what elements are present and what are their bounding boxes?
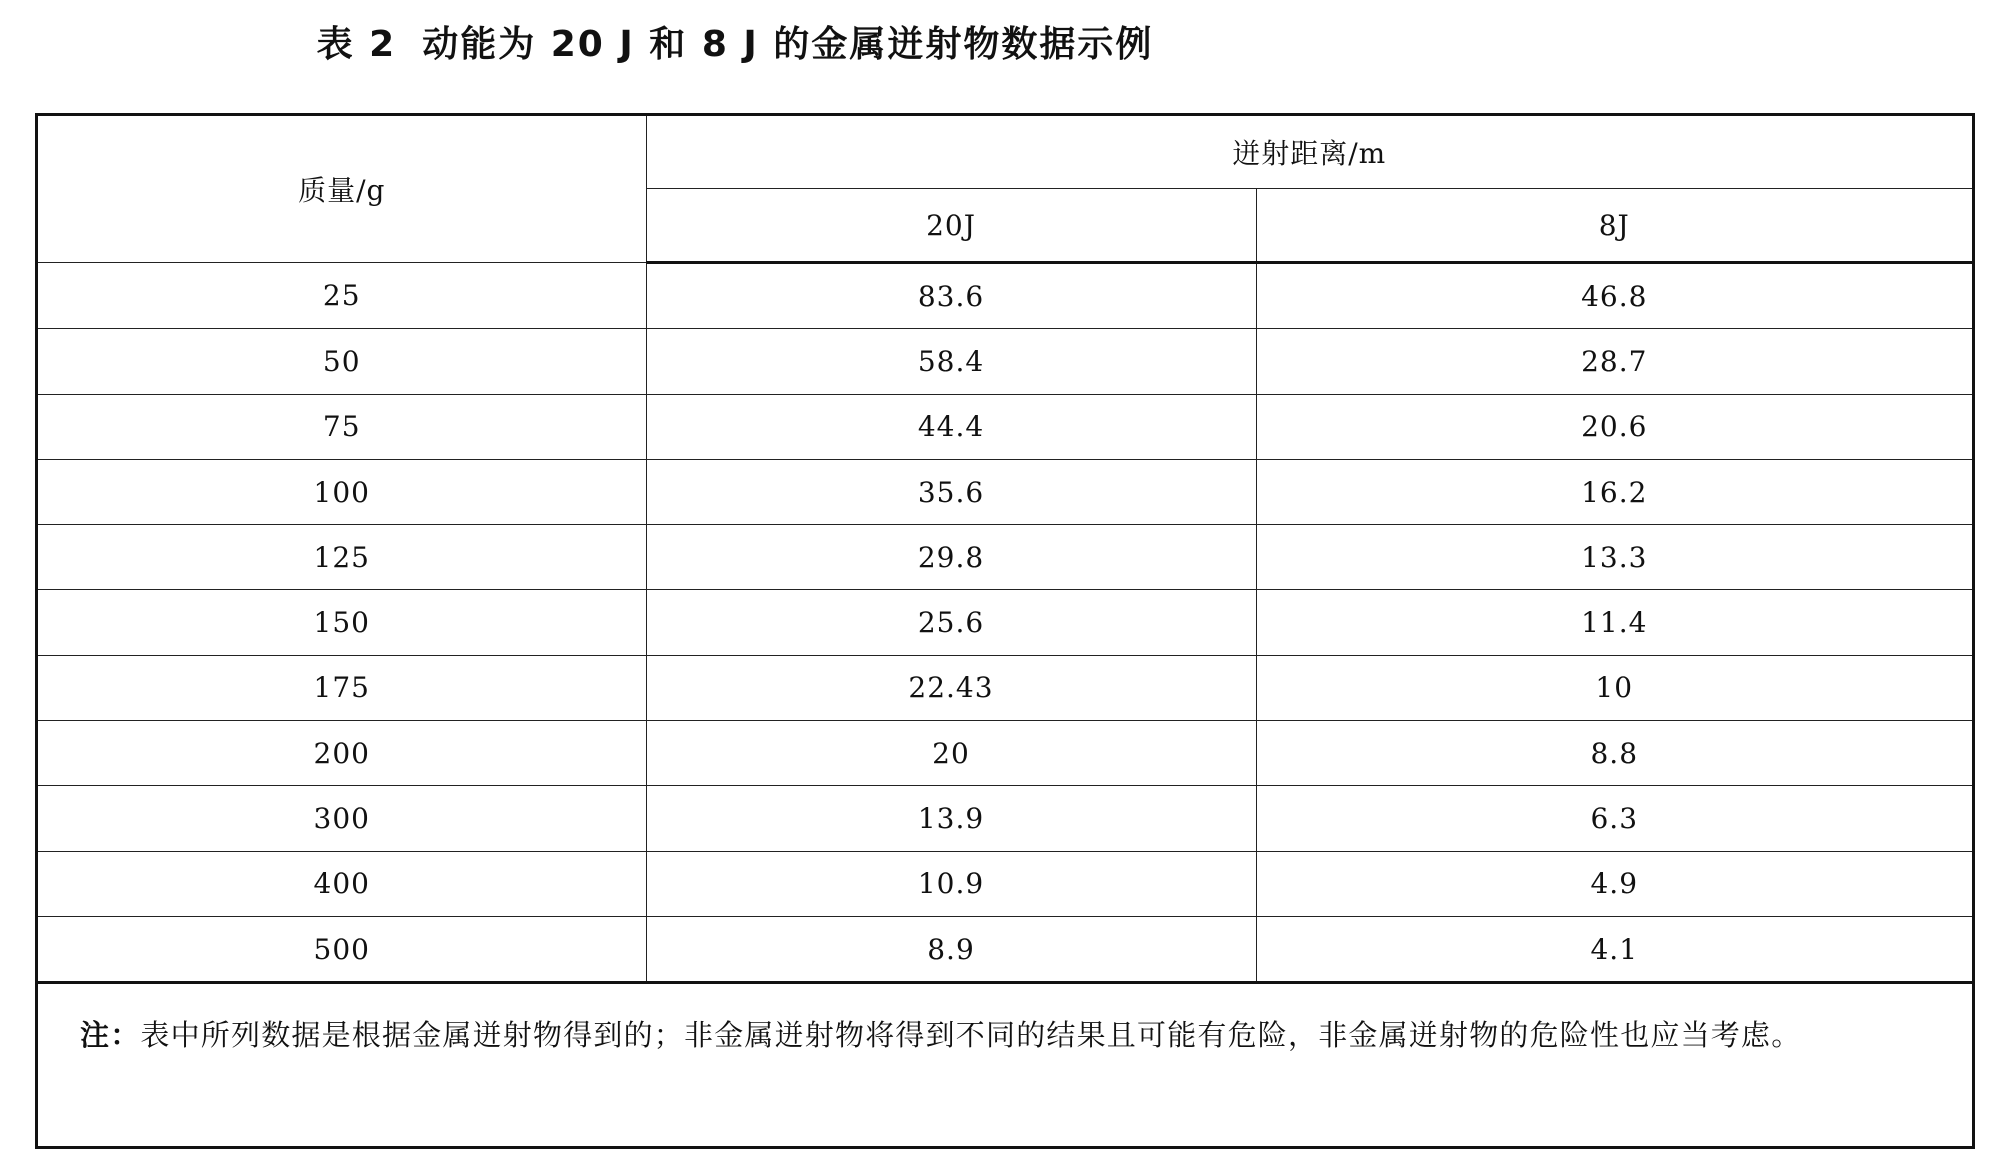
cell-mass: 300: [38, 786, 646, 851]
header-row-top: [38, 116, 1972, 189]
header-distance: 迸射距离/m: [646, 116, 1972, 189]
cell-distance-20j: 44.4: [646, 394, 1256, 459]
cell-distance-8j: 11.4: [1256, 590, 1972, 655]
cell-distance-20j: 8.9: [646, 916, 1256, 982]
data-table: [38, 116, 1972, 984]
cell-mass: 75: [38, 394, 646, 459]
table-row: [38, 786, 1972, 851]
table-row: [38, 590, 1972, 655]
table-frame: [35, 113, 1975, 1149]
table-row: [38, 329, 1972, 394]
cell-distance-8j: 13.3: [1256, 525, 1972, 590]
table-number: 表 2: [316, 24, 397, 65]
cell-distance-20j: 58.4: [646, 329, 1256, 394]
cell-mass: 125: [38, 525, 646, 590]
cell-distance-8j: 8.8: [1256, 721, 1972, 786]
cell-distance-8j: 6.3: [1256, 786, 1972, 851]
table-note: [38, 988, 1972, 1064]
cell-distance-20j: 83.6: [646, 263, 1256, 329]
table-caption: [0, 16, 1470, 67]
cell-mass: 100: [38, 459, 646, 524]
note-label: 注：: [80, 1018, 141, 1052]
cell-mass: 175: [38, 655, 646, 720]
header-energy-8j: 8J: [1256, 189, 1972, 263]
note-text: 表中所列数据是根据金属迸射物得到的；非金属迸射物将得到不同的结果且可能有危险，非金属迸射物的危险性也应当考虑。: [140, 1018, 1802, 1052]
table-row: [38, 721, 1972, 786]
cell-distance-8j: 28.7: [1256, 329, 1972, 394]
cell-distance-8j: 46.8: [1256, 263, 1972, 329]
table-row: [38, 655, 1972, 720]
cell-distance-8j: 20.6: [1256, 394, 1972, 459]
table-row: [38, 263, 1972, 329]
cell-distance-8j: 10: [1256, 655, 1972, 720]
table-row: [38, 916, 1972, 982]
header-mass: 质量/g: [38, 116, 646, 263]
cell-distance-8j: 4.9: [1256, 851, 1972, 916]
cell-distance-8j: 16.2: [1256, 459, 1972, 524]
cell-mass: 150: [38, 590, 646, 655]
cell-mass: 500: [38, 916, 646, 982]
table-body: [38, 263, 1972, 983]
cell-distance-20j: 29.8: [646, 525, 1256, 590]
cell-mass: 200: [38, 721, 646, 786]
table-row: [38, 394, 1972, 459]
cell-distance-20j: 10.9: [646, 851, 1256, 916]
cell-distance-20j: 25.6: [646, 590, 1256, 655]
table-row: [38, 459, 1972, 524]
cell-distance-8j: 4.1: [1256, 916, 1972, 982]
cell-distance-20j: 35.6: [646, 459, 1256, 524]
cell-distance-20j: 22.43: [646, 655, 1256, 720]
cell-mass: 50: [38, 329, 646, 394]
table-title: 动能为 20 J 和 8 J 的金属迸射物数据示例: [422, 24, 1154, 65]
table-row: [38, 525, 1972, 590]
cell-mass: 25: [38, 263, 646, 329]
cell-distance-20j: 13.9: [646, 786, 1256, 851]
header-energy-20j: 20J: [646, 189, 1256, 263]
table-row: [38, 851, 1972, 916]
cell-distance-20j: 20: [646, 721, 1256, 786]
cell-mass: 400: [38, 851, 646, 916]
